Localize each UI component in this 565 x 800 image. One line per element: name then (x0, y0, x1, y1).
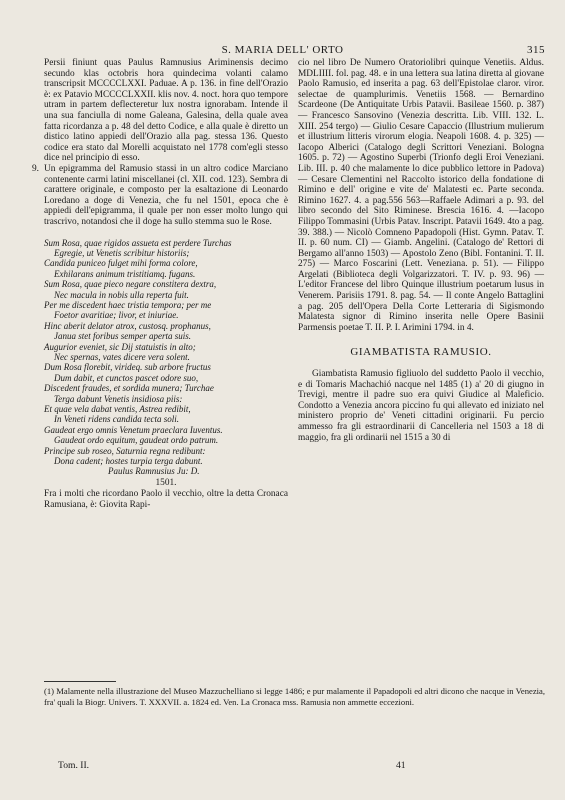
verse-line: Et quae vela dabat ventis, Astrea redibit, (44, 404, 191, 414)
verse-line: Nec macula in nobis ulla reperta fuit. (54, 289, 189, 300)
left-note-9 (32, 163, 288, 228)
verse-line: Foetor avaritiae; livor, et iniuriae. (54, 310, 179, 321)
volume-label: Tom. II. (58, 760, 90, 771)
epigram-verse (44, 238, 288, 477)
verse-line: Exhilarans animum tristitiamq. fugans. (54, 268, 196, 279)
page-number: 315 (527, 44, 545, 56)
section-title: GIAMBATISTA RAMUSIO. (350, 346, 492, 359)
left-paragraph-3: Fra i molti che ricordano Paolo il vecchio, oltre la detta Cronaca Ramusiana, è: Giovita Rapi- (44, 489, 288, 511)
verse-line: Principe sub roseo, Saturnia regna redibunt: (44, 445, 206, 456)
verse-line: Augurior eveniet, sic Dij statuistis in alto; (44, 341, 196, 352)
verse-line: Dum dabit, et cunctos pascet odore suo, (54, 372, 199, 383)
verse-line: Nec spernas, vates dicere vera solent. (54, 351, 190, 362)
verse-line: Sum Rosa, quae pieco negare constitera dextra, (44, 279, 217, 290)
verse-line: Discedent fraudes, et sordida munera; Turchae (44, 383, 214, 394)
verse-line: Per me discedent haec tristia tempora; per me (44, 299, 212, 310)
running-title: S. MARIA DELL' ORTO (221, 44, 344, 56)
running-header (12, 44, 553, 58)
verse-line: Janua stet foribus semper aperta suis. (54, 331, 191, 342)
verse-line: Egregie, ut Venetis scribitur historiis; (54, 247, 190, 258)
verse-date: 1501. (155, 477, 177, 488)
verse-line: Dum Rosa florebit, virideq. sub arbore fructus (44, 362, 211, 373)
note-number: 9. (32, 163, 40, 174)
verse-line: Sum Rosa, quae rigidos assueta est perdere Turchas (44, 237, 232, 248)
verse-line: In Veneti ridens candida tecta soli. (54, 414, 179, 425)
page-footer (58, 760, 541, 774)
verse-signature: Paulus Ramnusius Ju: D. (108, 466, 200, 477)
verse-line: Candida puniceo fulget mihi forma colore, (44, 258, 198, 269)
verse-line: Hinc aberit delator atrox, custosq. prophanus, (44, 320, 211, 331)
verse-line: Gaudeat ordo equitum, gaudeat ordo patrum. (54, 435, 219, 446)
signature-mark: 41 (396, 760, 406, 771)
left-paragraph-1: Persii finiunt quas Paulus Ramnusius Ariminensis decimo secundo klas octobris hora quindecima volanti calamo transcripsit MCCCCLXXI. Paduae. A p. 136. in fine dell'Orazio è: ex Patavio MCCCCLXXII. klis nov. 4. noct. hora quo tempore utram in partem deflecteretur lux nostra ignorabam. Intende il una sua fanciulla di nome Galeana, Galesina, della quale avea fatta ricordanza a p. 48 del detto Codice, e alla quale è diretto un distico latino appiedi dell'Orazio alla pag. stessa 136. Questo codice era stato dal Morelli acquistato nel 1778 com'egli stesso dice nel principio di esso. (44, 58, 288, 164)
left-column (32, 58, 288, 511)
footnote-divider (44, 681, 116, 682)
right-paragraph-1: cio nel libro De Numero Oratoriolibri quinque Venetiis. Aldus. MDLIIII. fol. pag. 48. e in una lettera sua latina diretta al giovane Paolo Ramusio, ed inserita a pag. 63 dell'Epistolae claror. viror. selectae de quamplurimis. Venetiis 1568. — Bernardino Scardeone (De Antiquitate Urbis Patavii. Basileae 1560. p. 387) — Francesco Sansovino (Venezia descritta. Lib. VIII. 132. L. XIII. 254 tergo) — Giulio Cesare Capaccio (Illustrium mulierum et illustrium litteris virorum elogia. Neapoli 1608. 4. p. 325) — Iacopo Alberici (Catalogo degli Scrittori Veneziani. Bologna 1605. p. 72) — Agostino Superbi (Trionfo degli Eroi Veneziani. Lib. III. p. 40 che malamente lo dice pubblico lettore in Padova) — Cesare Clementini nel Raccolto istorico della fondatione di Rimino e dell' origine e vite de' Malatesti ec. Parte seconda. Rimino 1627. 4. a pag.556 563—Raffaele Adimari a p. 93. del libro secondo del Sito Riminese. Brescia 1616. 4. —Iacopo Filippo Tommasini (Urbis Patav. Inscript. Patavii 1649. 4to a pag. 39. 388.) — Nicolò Comneno Papadopoli (Hist. Gymn. Patav. T. II. p. 60 num. CI) — Giamb. Angelini. (Catalogo de' Rettori di Bergamo all'anno 1503) — Apostolo Zeno (Bibl. Fontanini. T. II. 275) — Marco Foscarini (Lett. Veneziana. p. 51). — Filippo Argelati (Biblioteca degli Volgarizzatori. T. IV. p. 93. 96) — L'editor Francese del libro Quinque illustrium poetarum lusus in Venerem. Parisiis 1791. 8. pag. 54. — Il conte Angelo Battaglini a pag. 205 dell'Opera Della Corte Letteraria di Sigismondo Malatesta signor di Rimino inserita nelle Opere Basinii Parmensis poetae T. II. P. I. Arimini 1794. in 4. (298, 58, 544, 333)
right-paragraph-2: Giambatista Ramusio figliuolo del suddetto Paolo il vecchio, e di Tomaris Machachió nacque nel 1485 (1) a' 20 di giugno in Trevigi, mentre il padre suo era quivi Giudice al Maleficio. Condotto a Venezia ancora piccino fu qui allevato ed iniziato nel ministero proprio de' Veneti cittadini originarii. Fu percio ammesso fra gli estraordinarii di Cancelleria nel 1503 a 18 di maggio, fra gli ordinarii nel 1515 a 30 di (298, 369, 544, 443)
footnote: (1) Malamente nella illustrazione del Museo Mazzuchelliano si legge 1486; e pur malamente il Papadopoli ed altri dicono che nacque in Venezia, fra' quali la Biogr. Univers. T. XXXVII. a. 1824 ed. Ven. La Cronaca mss. Ramusia non ammette eccezioni. (44, 686, 545, 707)
verse-line: Gaudeat ergo omnis Venetum praeclara Iuventus. (44, 424, 223, 435)
left-paragraph-2: Un epigramma del Ramusio stassi in un altro codice Marciano contenente carmi latini miscellanei (cl. XII. cod. 123). Sembra di carattere originale, e composto per la esaltazione di Leonardo Loredano a doge di Venezia, che fu nel 1501, epoca che è appiedi dell'epigramma, il quale per non esser molto lungo qui trascrivo, notandosi che il doge ha sullo stemma suo le Rose. (44, 163, 288, 227)
verse-line: Terga dabunt Venetis insidiosa piis: (54, 393, 183, 404)
verse-line: Dona cadent; hostes turpia terga dabunt. (54, 456, 203, 467)
right-column (298, 58, 544, 443)
